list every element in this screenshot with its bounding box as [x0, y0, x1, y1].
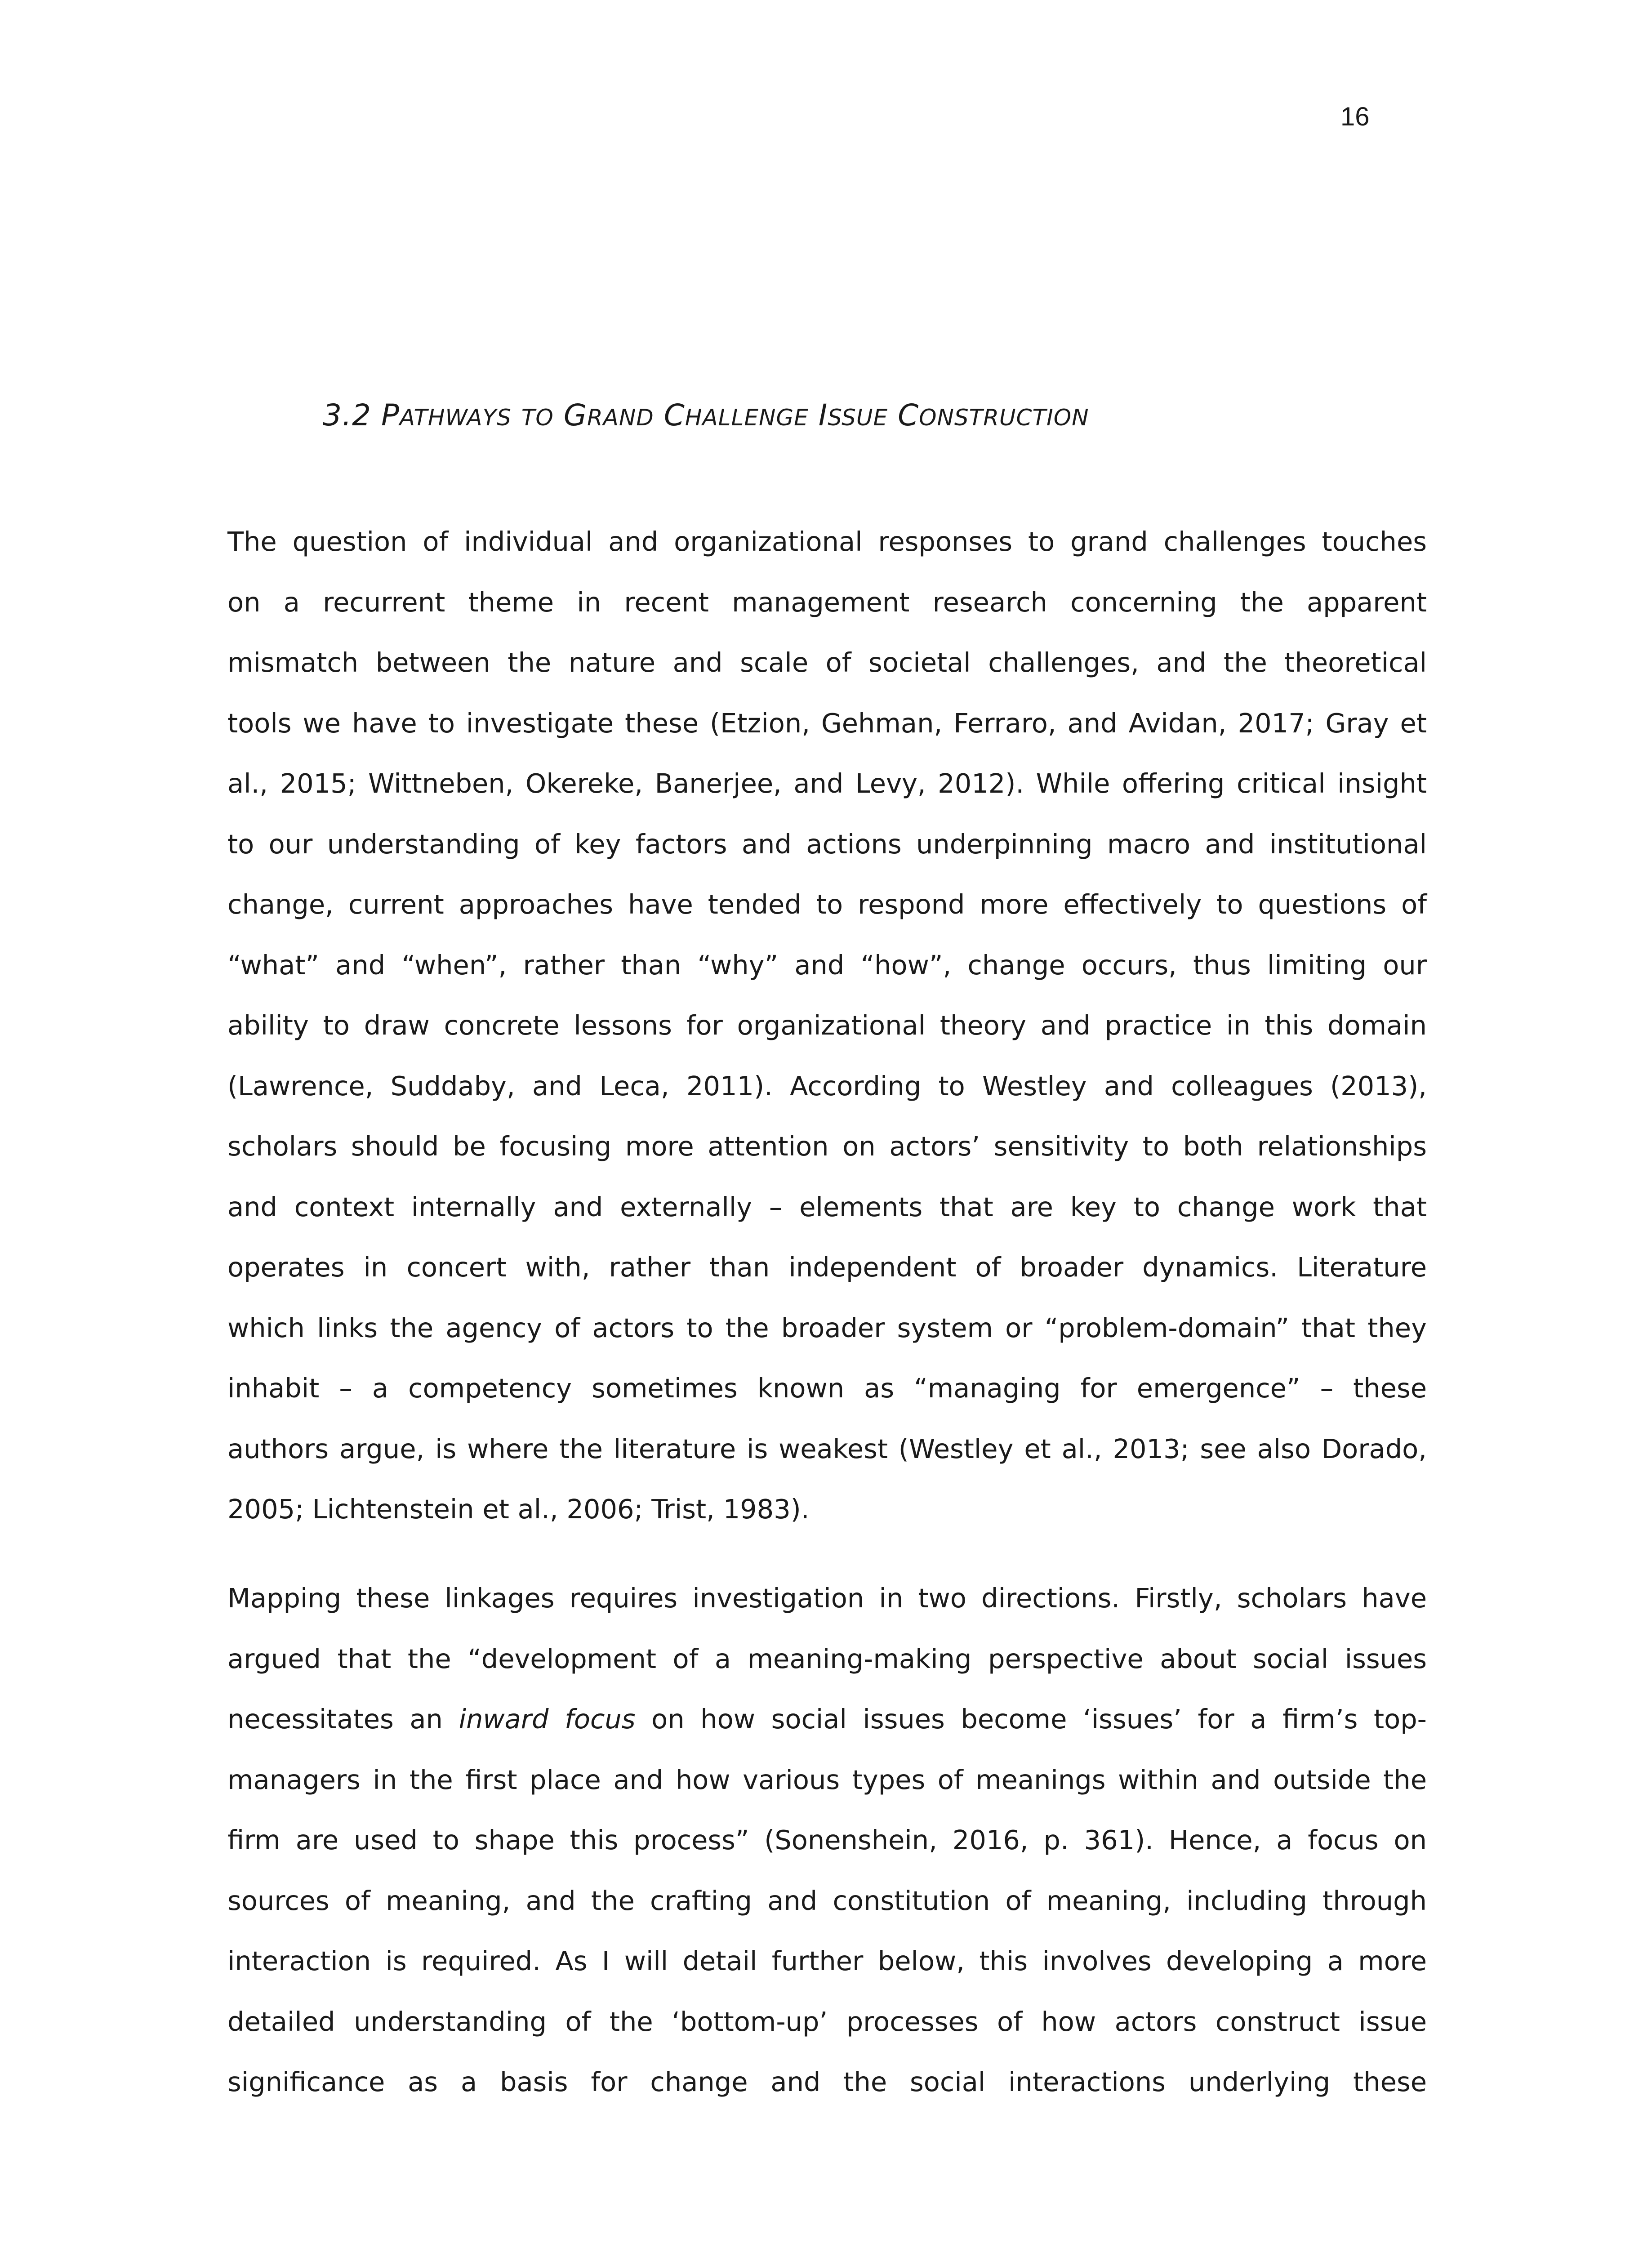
- text-line: authors argue, is where the literature is weakest (Westley et al., 2013; see also Dorado,: [227, 1433, 1427, 1464]
- text-line: 2005; Lichtenstein et al., 2006; Trist, 1983).: [227, 1494, 810, 1525]
- text-line: managers in the first place and how various types of meanings within and outside the: [227, 1764, 1427, 1795]
- section-heading: [323, 398, 1089, 433]
- text-line: (Lawrence, Suddaby, and Leca, 2011). According to Westley and colleagues (2013),: [227, 1070, 1427, 1102]
- text-line: scholars should be focusing more attention on actors’ sensitivity to both relationships: [227, 1131, 1427, 1162]
- text-line: firm are used to shape this process” (Sonenshein, 2016, p. 361). Hence, a focus on: [227, 1824, 1427, 1855]
- text-line: Mapping these linkages requires investigation in two directions. Firstly, scholars have: [227, 1583, 1427, 1614]
- page-number: 16: [1340, 102, 1370, 131]
- text-line: “what” and “when”, rather than “why” and “how”, change occurs, thus limiting our: [227, 949, 1427, 981]
- text-line: argued that the “development of a meaning-making perspective about social issues: [227, 1643, 1427, 1674]
- body-paragraph-2: [227, 1568, 1427, 2113]
- text-line: inhabit – a competency sometimes known as “managing for emergence” – these: [227, 1373, 1427, 1404]
- emphasis-text: inward focus: [459, 1704, 636, 1735]
- text-line: on a recurrent theme in recent management research concerning the apparent: [227, 586, 1427, 618]
- title-word: TO: [521, 405, 554, 431]
- text-line: operates in concert with, rather than independent of broader dynamics. Literature: [227, 1252, 1427, 1283]
- text-line: mismatch between the nature and scale of societal challenges, and the theoretical: [227, 647, 1427, 678]
- text-span: on how social issues become ‘issues’ for a firm’s top-: [651, 1704, 1427, 1735]
- text-line: and context internally and externally – elements that are key to change work that: [227, 1191, 1427, 1222]
- section-number: 3.2: [323, 398, 371, 433]
- title-word: CHALLENGE: [663, 398, 809, 433]
- title-word: CONSTRUCTION: [898, 398, 1089, 433]
- text-line: detailed understanding of the ‘bottom-up’ processes of how actors construct issue: [227, 2006, 1427, 2037]
- body-paragraph-1: [227, 512, 1427, 1540]
- text-line: [227, 1689, 1427, 1750]
- title-word: GRAND: [563, 398, 654, 433]
- text-line: to our understanding of key factors and actions underpinning macro and institutional: [227, 828, 1427, 860]
- text-line: significance as a basis for change and the social interactions underlying these: [227, 2066, 1427, 2097]
- text-line: sources of meaning, and the crafting and constitution of meaning, including through: [227, 1885, 1427, 1916]
- title-word: ISSUE: [818, 398, 888, 433]
- section-title: [381, 398, 1089, 433]
- text-line: interaction is required. As I will detail further below, this involves developing a more: [227, 1945, 1427, 1976]
- text-span: necessitates an: [227, 1704, 443, 1735]
- text-line: ability to draw concrete lessons for organizational theory and practice in this domain: [227, 1010, 1427, 1041]
- text-line: which links the agency of actors to the broader system or “problem-domain” that they: [227, 1312, 1427, 1343]
- text-line: al., 2015; Wittneben, Okereke, Banerjee, and Levy, 2012). While offering critical insight: [227, 768, 1427, 799]
- title-word: PATHWAYS: [381, 398, 512, 433]
- text-line: The question of individual and organizational responses to grand challenges touches: [227, 526, 1427, 557]
- text-line: change, current approaches have tended to respond more effectively to questions of: [227, 889, 1427, 920]
- text-line: tools we have to investigate these (Etzion, Gehman, Ferraro, and Avidan, 2017; Gray et: [227, 707, 1427, 739]
